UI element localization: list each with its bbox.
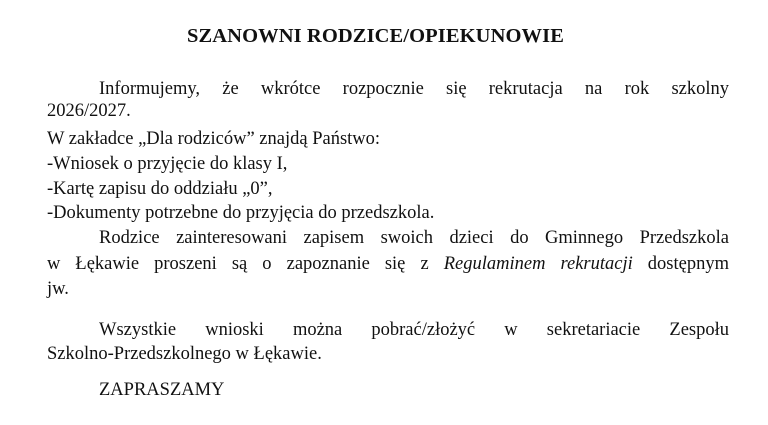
document-title: SZANOWNI RODZICE/OPIEKUNOWIE bbox=[187, 25, 564, 47]
paragraph-1-line-1: Informujemy, że wkrótce rozpocznie się rekrutacja na rok szkolny bbox=[99, 79, 729, 99]
list-item-registration-card: -Kartę zapisu do oddziału „0”, bbox=[47, 179, 273, 199]
closing-text: ZAPRASZAMY bbox=[99, 380, 225, 400]
paragraph-2-line-3: jw. bbox=[47, 279, 69, 299]
paragraph-1-line-2: 2026/2027. bbox=[47, 101, 131, 121]
list-item-application: -Wniosek o przyjęcie do klasy I, bbox=[47, 154, 288, 174]
tab-info-text: W zakładce „Dla rodziców” znajdą Państwo: bbox=[47, 129, 381, 149]
regulation-reference: Regulaminem rekrutacji bbox=[443, 254, 633, 274]
paragraph-2-line-2-start: w Łękawie proszeni są o zapoznanie się z bbox=[47, 254, 429, 274]
paragraph-2-line-1: Rodzice zainteresowani zapisem swoich dzieci do Gminnego Przedszkola bbox=[99, 228, 729, 248]
paragraph-3-line-2: Szkolno-Przedszkolnego w Łękawie. bbox=[47, 344, 322, 364]
paragraph-3-line-1: Wszystkie wnioski można pobrać/złożyć w sekretariacie Zespołu bbox=[99, 320, 729, 340]
paragraph-2-line-2-end: dostępnym bbox=[647, 254, 729, 274]
paragraph-2-line-2 bbox=[47, 254, 729, 274]
list-item-documents: -Dokumenty potrzebne do przyjęcia do przedszkola. bbox=[47, 203, 435, 223]
